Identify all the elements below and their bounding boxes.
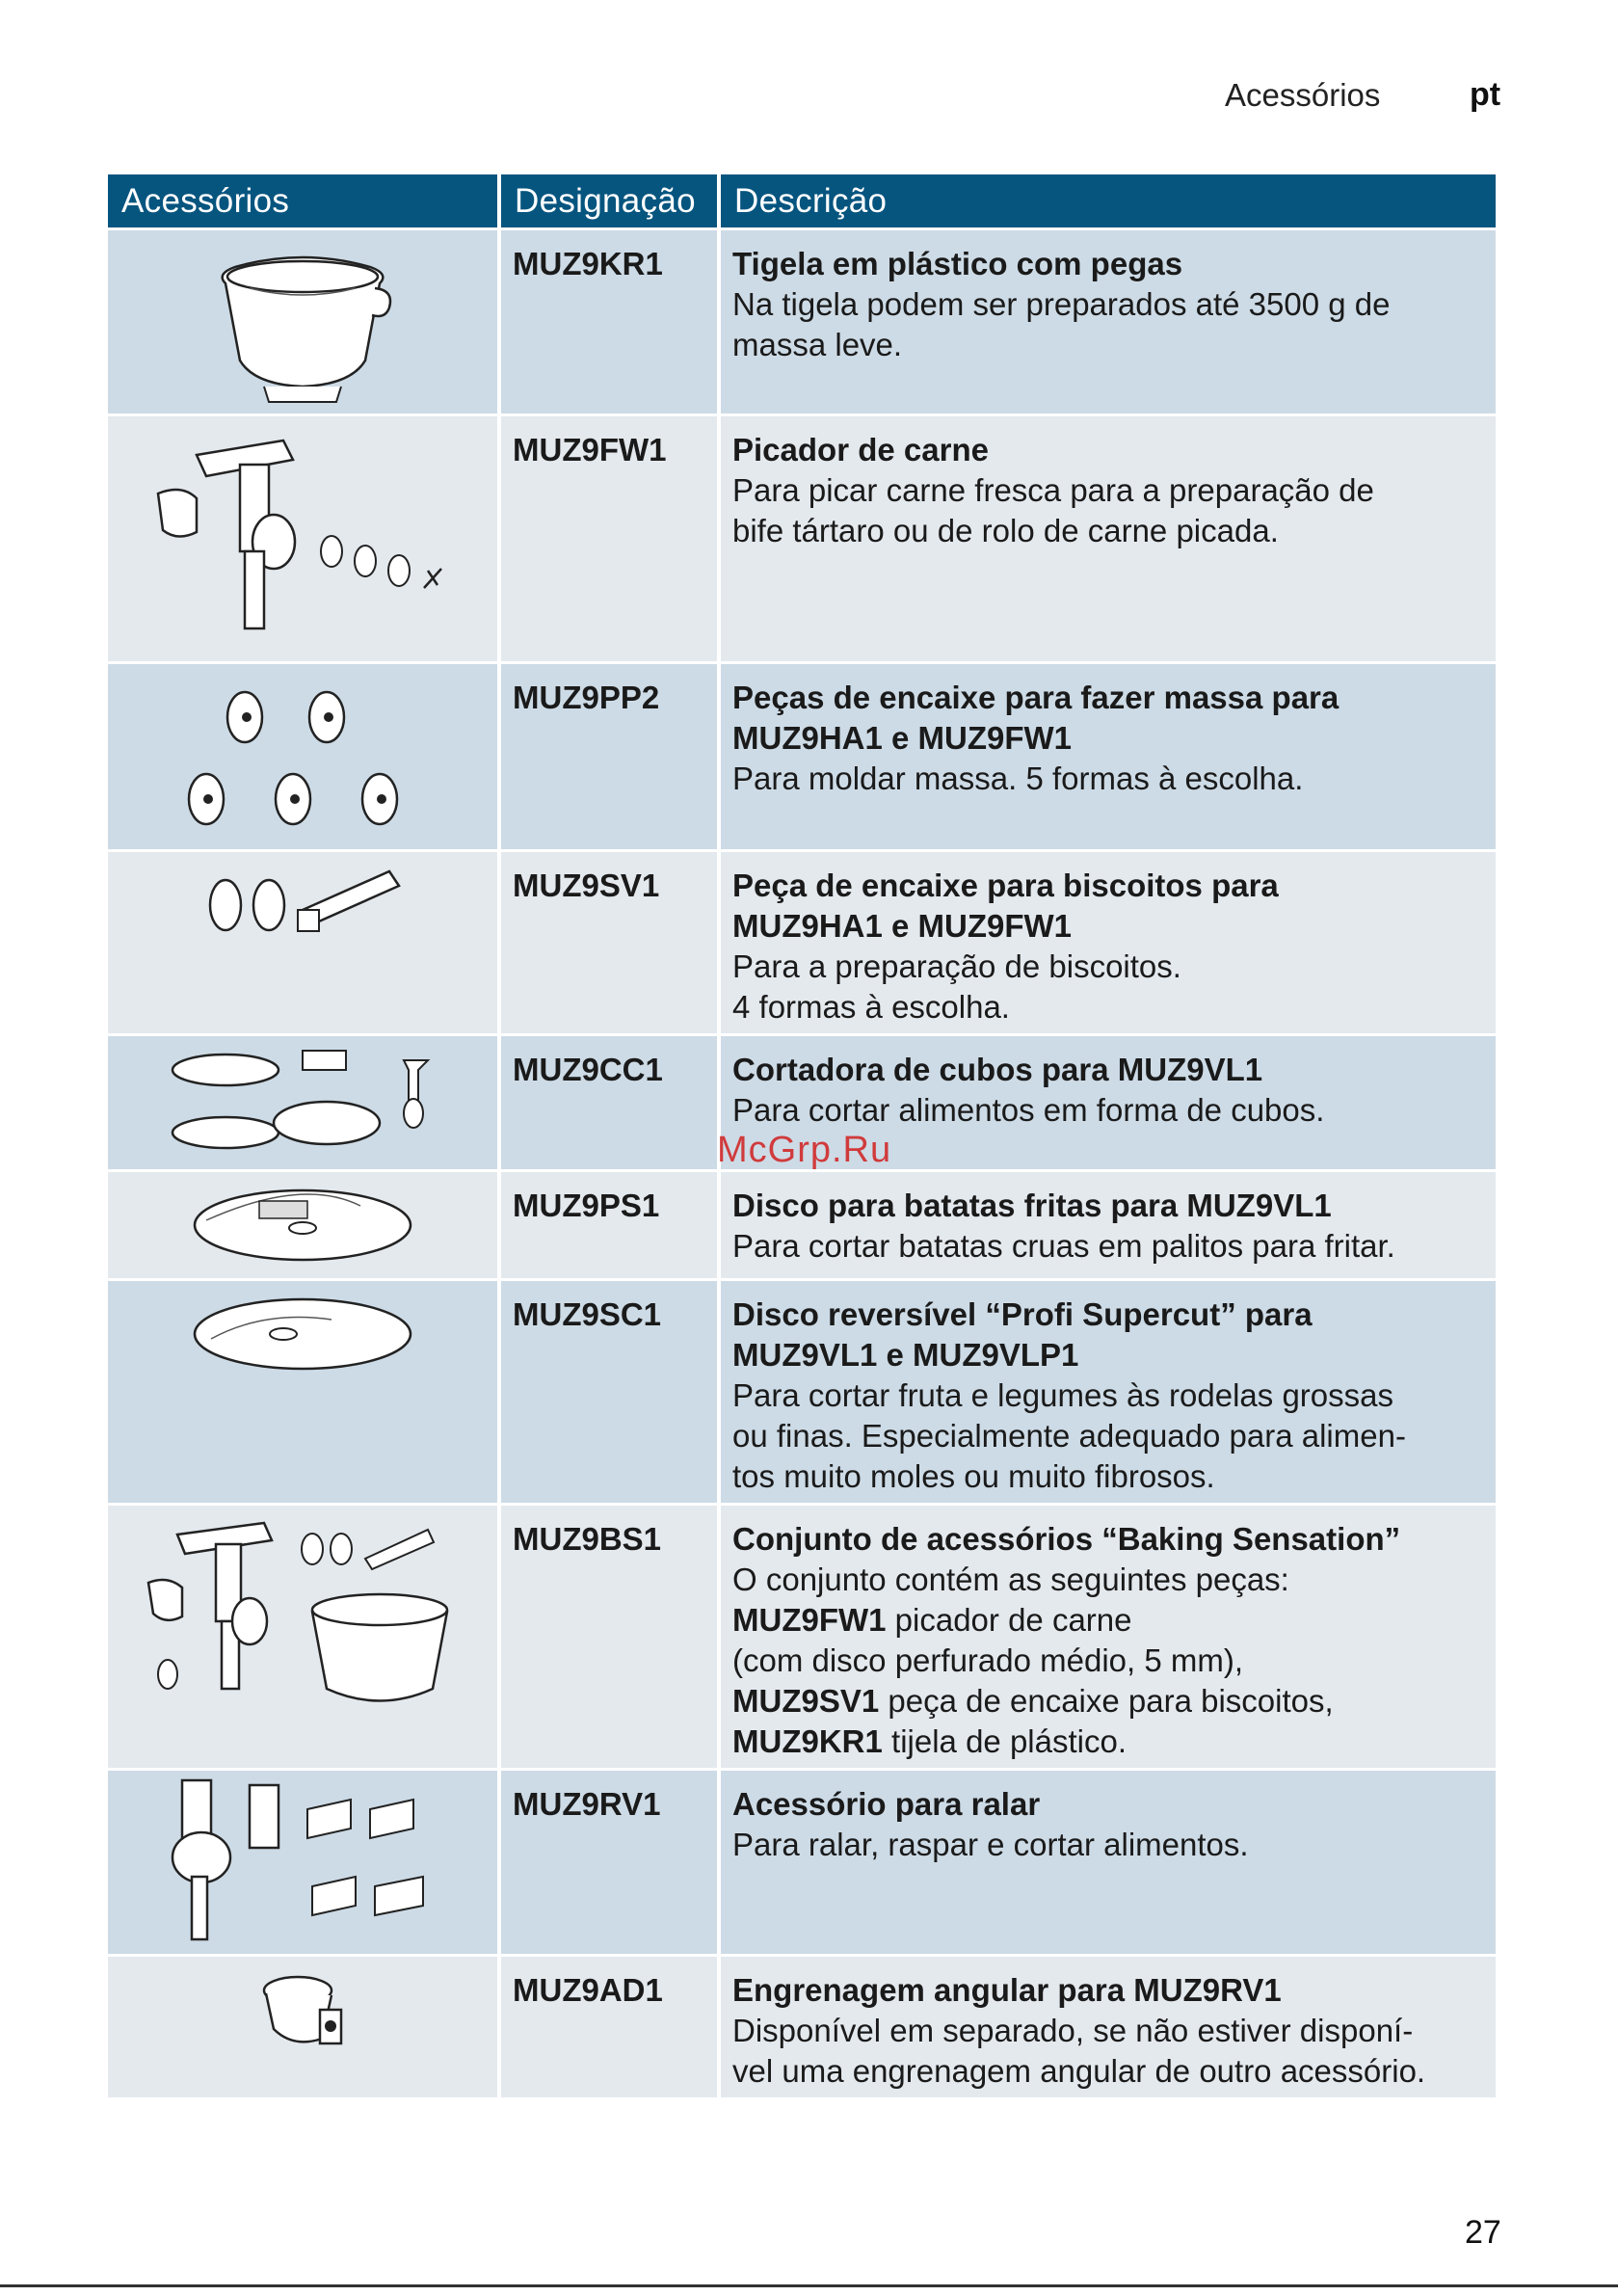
row-description	[721, 230, 1496, 414]
page-number: 27	[1465, 2214, 1501, 2251]
column-header-designation: Designação	[501, 174, 717, 227]
row-image-cell	[108, 664, 497, 849]
row-title: Cortadora de cubos para MUZ9VL1	[732, 1052, 1263, 1087]
row-description	[721, 416, 1496, 661]
row-image-cell	[108, 1771, 497, 1954]
angle-gear-icon	[245, 1957, 360, 2072]
table-row	[108, 1506, 1496, 1768]
meat-mincer-icon	[139, 416, 466, 661]
table-row	[108, 230, 1496, 414]
set-item-text: (com disco perfurado médio, 5 mm),	[732, 1642, 1244, 1678]
watermark: McGrp.Ru	[717, 1130, 892, 1170]
row-text-line: ou finas. Especialmente adequado para alimen-	[732, 1418, 1406, 1454]
table-row	[108, 1771, 1496, 1954]
column-header-description: Descrição	[721, 174, 1496, 227]
row-text-line: vel uma engrenagem angular de outro acessório.	[732, 2053, 1426, 2089]
row-description	[721, 1957, 1496, 2097]
set-item-code: MUZ9SV1	[732, 1683, 880, 1719]
row-image-cell	[108, 1281, 497, 1503]
row-text-line: Para cortar batatas cruas em palitos para fritar.	[732, 1228, 1395, 1264]
row-title: Peça de encaixe para biscoitos para	[732, 868, 1279, 903]
row-text-line: Para a preparação de biscoitos.	[732, 948, 1181, 984]
set-item-text: tijela de plástico.	[882, 1723, 1127, 1759]
row-code: MUZ9SC1	[501, 1281, 717, 1503]
header-language-code: pt	[1470, 76, 1501, 113]
set-item-code: MUZ9FW1	[732, 1602, 887, 1638]
row-text-line: massa leve.	[732, 327, 903, 362]
row-title-line2: MUZ9VL1 e MUZ9VLP1	[732, 1337, 1079, 1373]
row-code: MUZ9PS1	[501, 1172, 717, 1278]
row-title: Tigela em plástico com pegas	[732, 246, 1183, 281]
table-header-row	[108, 174, 1496, 227]
row-text-line: Disponível em separado, se não estiver disponí-	[732, 2013, 1414, 2048]
row-description	[721, 1771, 1496, 1954]
row-code: MUZ9AD1	[501, 1957, 717, 2097]
row-code: MUZ9PP2	[501, 664, 717, 849]
row-code: MUZ9KR1	[501, 230, 717, 414]
row-code: MUZ9RV1	[501, 1771, 717, 1954]
row-title: Picador de carne	[732, 432, 989, 467]
row-text-line: Para picar carne fresca para a preparação de	[732, 472, 1374, 508]
row-description	[721, 852, 1496, 1033]
baking-set-icon	[139, 1506, 466, 1747]
reversible-disc-icon	[187, 1281, 418, 1387]
grater-icon	[153, 1771, 452, 1949]
set-item	[732, 1600, 1484, 1641]
row-text-line: Na tigela podem ser preparados até 3500 g de	[732, 286, 1391, 322]
set-item-code: MUZ9KR1	[732, 1723, 883, 1759]
bowl-icon	[197, 230, 409, 414]
row-title: Peças de encaixe para fazer massa para	[732, 680, 1339, 715]
table-row	[108, 1281, 1496, 1503]
row-code: MUZ9CC1	[501, 1036, 717, 1169]
row-text-line: bife tártaro ou de rolo de carne picada.	[732, 513, 1279, 548]
row-code: MUZ9FW1	[501, 416, 717, 661]
table-row	[108, 1172, 1496, 1278]
row-title: Disco reversível “Profi Supercut” para	[732, 1296, 1313, 1332]
set-item-text: peça de encaixe para biscoitos,	[879, 1683, 1334, 1719]
row-text-line: Para cortar fruta e legumes às rodelas grossas	[732, 1377, 1393, 1413]
set-item	[732, 1722, 1484, 1762]
table-row	[108, 664, 1496, 849]
row-description	[721, 1506, 1496, 1768]
row-description	[721, 664, 1496, 849]
header-section-title: Acessórios	[1225, 77, 1381, 113]
table-row	[108, 852, 1496, 1033]
row-text-line: tos muito moles ou muito fibrosos.	[732, 1458, 1215, 1494]
column-header-accessories: Acessórios	[108, 174, 497, 227]
fries-disc-icon	[187, 1172, 418, 1278]
row-title: Acessório para ralar	[732, 1786, 1041, 1822]
row-code: MUZ9SV1	[501, 852, 717, 1033]
row-image-cell	[108, 1036, 497, 1169]
row-image-cell	[108, 852, 497, 1033]
row-image-cell	[108, 1957, 497, 2097]
dicer-icon	[139, 1036, 466, 1161]
row-code: MUZ9BS1	[501, 1506, 717, 1768]
row-image-cell	[108, 230, 497, 414]
set-item	[732, 1681, 1484, 1722]
row-text-line: 4 formas à escolha.	[732, 989, 1010, 1025]
table-row	[108, 416, 1496, 661]
biscuit-attachment-icon	[197, 852, 409, 958]
row-text-line: Para moldar massa. 5 formas à escolha.	[732, 761, 1304, 796]
row-image-cell	[108, 1172, 497, 1278]
row-text-line: Para ralar, raspar e cortar alimentos.	[732, 1827, 1249, 1862]
pasta-discs-icon	[177, 664, 428, 849]
row-text-line: O conjunto contém as seguintes peças:	[732, 1562, 1289, 1597]
bottom-divider	[0, 2284, 1618, 2287]
row-title-line2: MUZ9HA1 e MUZ9FW1	[732, 720, 1073, 756]
row-description	[721, 1281, 1496, 1503]
row-image-cell	[108, 1506, 497, 1768]
set-item-text: picador de carne	[886, 1602, 1132, 1638]
row-title: Engrenagem angular para MUZ9RV1	[732, 1972, 1282, 2008]
row-image-cell	[108, 416, 497, 661]
row-title: Disco para batatas fritas para MUZ9VL1	[732, 1188, 1332, 1223]
table-row	[108, 1957, 1496, 2097]
row-title: Conjunto de acessórios “Baking Sensation”	[732, 1521, 1401, 1557]
row-title-line2: MUZ9HA1 e MUZ9FW1	[732, 908, 1073, 944]
set-item	[732, 1641, 1484, 1681]
row-description	[721, 1172, 1496, 1278]
row-text-line: Para cortar alimentos em forma de cubos.	[732, 1092, 1325, 1128]
